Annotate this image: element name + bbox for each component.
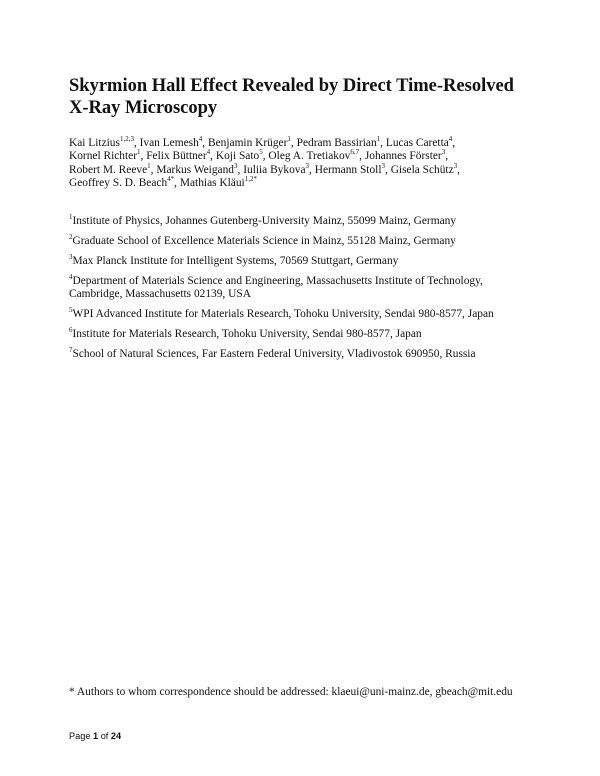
author-separator: , bbox=[457, 163, 461, 176]
author-affiliation-mark: 3 bbox=[381, 162, 385, 171]
author-name bbox=[216, 150, 269, 162]
page-footer-middle: of bbox=[98, 731, 111, 741]
author-affiliation-mark: 1 bbox=[376, 135, 381, 144]
author-name-text: Robert M. Reeve bbox=[69, 163, 148, 176]
author-affiliation-mark: 6,7 bbox=[350, 148, 360, 157]
author-separator: , bbox=[262, 150, 269, 163]
paper-title bbox=[69, 75, 549, 119]
author-separator: , bbox=[290, 137, 297, 149]
author-affiliation-mark: 1 bbox=[287, 135, 291, 144]
author-name-text: Johannes Förster bbox=[364, 150, 442, 163]
affiliation-text: Institute for Materials Research, Tohoku University, Sendai 980-8577, Japan bbox=[72, 328, 422, 341]
page-total: 24 bbox=[110, 731, 122, 741]
affiliation-number: 5 bbox=[69, 306, 73, 315]
author-affiliation-mark: 4 bbox=[206, 148, 211, 157]
author-separator: , bbox=[359, 150, 365, 163]
author-name bbox=[365, 150, 448, 162]
affiliation-item bbox=[69, 235, 539, 248]
affiliation-item bbox=[69, 348, 539, 361]
author-name bbox=[315, 164, 391, 176]
author-separator: , bbox=[237, 163, 244, 176]
author-name-text: Ivan Lemesh bbox=[139, 137, 199, 149]
author-affiliation-mark: 1,2* bbox=[244, 175, 257, 184]
author-name bbox=[69, 137, 140, 149]
author-name bbox=[69, 164, 156, 176]
author-separator: , bbox=[452, 137, 456, 149]
affiliation-number: 7 bbox=[69, 346, 73, 355]
author-list bbox=[69, 137, 533, 191]
title-line-2: X-Ray Microscopy bbox=[69, 98, 218, 118]
page-current: 1 bbox=[93, 731, 99, 741]
title-line-1: Skyrmion Hall Effect Revealed by Direct Time-Resolved bbox=[69, 76, 514, 96]
author-name-text: Oleg A. Tretiakov bbox=[268, 150, 351, 163]
author-name-text: Kornel Richter bbox=[69, 150, 138, 163]
author-name bbox=[297, 137, 386, 149]
author-name bbox=[243, 164, 315, 176]
author-separator: , bbox=[385, 163, 391, 176]
affiliation-number: 6 bbox=[69, 326, 73, 335]
author-name bbox=[386, 137, 455, 149]
author-separator: , bbox=[380, 137, 386, 149]
author-name bbox=[69, 177, 180, 189]
author-name-text: Geoffrey S. D. Beach bbox=[69, 177, 168, 190]
author-name bbox=[146, 150, 216, 162]
affiliation-item bbox=[69, 255, 539, 268]
affiliation-item bbox=[69, 215, 539, 228]
correspondence-footnote: * Authors to whom correspondence should be addressed: klaeui@uni-mainz.de, gbeach@mit.edu bbox=[69, 686, 513, 698]
author-affiliation-mark: 3 bbox=[234, 162, 238, 171]
author-name-text: Iuliia Bykova bbox=[243, 163, 306, 176]
affiliation-number: 3 bbox=[69, 253, 73, 262]
affiliation-text: Institute of Physics, Johannes Gutenberg-University Mainz, 55099 Mainz, Germany bbox=[72, 215, 457, 227]
affiliation-text: Max Planck Institute for Intelligent Systems, 70569 Stuttgart, Germany bbox=[72, 255, 399, 267]
affiliation-text: WPI Advanced Institute for Materials Research, Tohoku University, Sendai 980-8577, Japan bbox=[72, 308, 494, 321]
affiliation-number: 4 bbox=[69, 273, 73, 282]
author-name-text: Pedram Bassirian bbox=[296, 137, 377, 149]
author-name-text: Markus Weigand bbox=[156, 163, 234, 176]
affiliation-item bbox=[69, 328, 539, 341]
author-affiliation-mark: 1 bbox=[147, 162, 151, 171]
author-name bbox=[69, 150, 146, 162]
author-separator: , bbox=[150, 163, 157, 176]
author-separator: , bbox=[174, 177, 180, 190]
page-footer bbox=[69, 731, 121, 742]
affiliation-number: 2 bbox=[69, 233, 73, 242]
author-affiliation-mark: 1,2,3 bbox=[119, 135, 134, 144]
author-name-text: Hermann Stoll bbox=[314, 163, 382, 176]
author-affiliation-mark: 3 bbox=[305, 162, 310, 171]
author-name-text: Gisela Schütz bbox=[390, 163, 454, 176]
author-separator: , bbox=[133, 137, 140, 149]
affiliation-text: Department of Materials Science and Engineering, Massachusetts Institute of Technology, Cambridge, Massachusetts 02139, USA bbox=[69, 275, 483, 301]
author-separator: , bbox=[210, 150, 216, 163]
author-name bbox=[268, 150, 364, 162]
affiliation-item bbox=[69, 308, 539, 321]
author-name bbox=[391, 164, 460, 176]
affiliation-text: School of Natural Sciences, Far Eastern Federal University, Vladivostok 690950, Russia bbox=[72, 348, 476, 361]
affiliation-number: 1 bbox=[69, 213, 73, 222]
author-name bbox=[156, 164, 243, 176]
author-name-text: Kai Litzius bbox=[69, 137, 120, 149]
page-footer-prefix: Page bbox=[69, 731, 94, 741]
author-name-text: Benjamin Krüger bbox=[208, 137, 288, 149]
author-affiliation-mark: 1 bbox=[137, 148, 141, 157]
author-name bbox=[140, 137, 208, 149]
author-name bbox=[208, 137, 297, 149]
affiliation-text: Graduate School of Excellence Materials Science in Mainz, 55128 Mainz, Germany bbox=[72, 235, 456, 247]
author-affiliation-mark: 3 bbox=[441, 148, 446, 157]
author-affiliation-mark: 3 bbox=[453, 162, 458, 171]
affiliation-list bbox=[69, 215, 539, 368]
author-name-text: Lucas Caretta bbox=[385, 137, 449, 149]
author-separator: , bbox=[140, 150, 147, 163]
author-affiliation-mark: 5 bbox=[259, 148, 263, 157]
affiliation-item bbox=[69, 275, 539, 302]
author-separator: , bbox=[309, 163, 315, 176]
author-affiliation-mark: 4 bbox=[448, 135, 453, 144]
author-affiliation-mark: 4* bbox=[167, 175, 175, 184]
author-affiliation-mark: 4 bbox=[198, 135, 203, 144]
author-separator: , bbox=[202, 137, 208, 149]
author-separator: , bbox=[445, 150, 449, 163]
author-name bbox=[180, 177, 257, 189]
author-name-text: Felix Büttner bbox=[146, 150, 207, 163]
author-name-text: Koji Sato bbox=[215, 150, 260, 163]
author-name-text: Mathias Kläui bbox=[179, 177, 245, 190]
